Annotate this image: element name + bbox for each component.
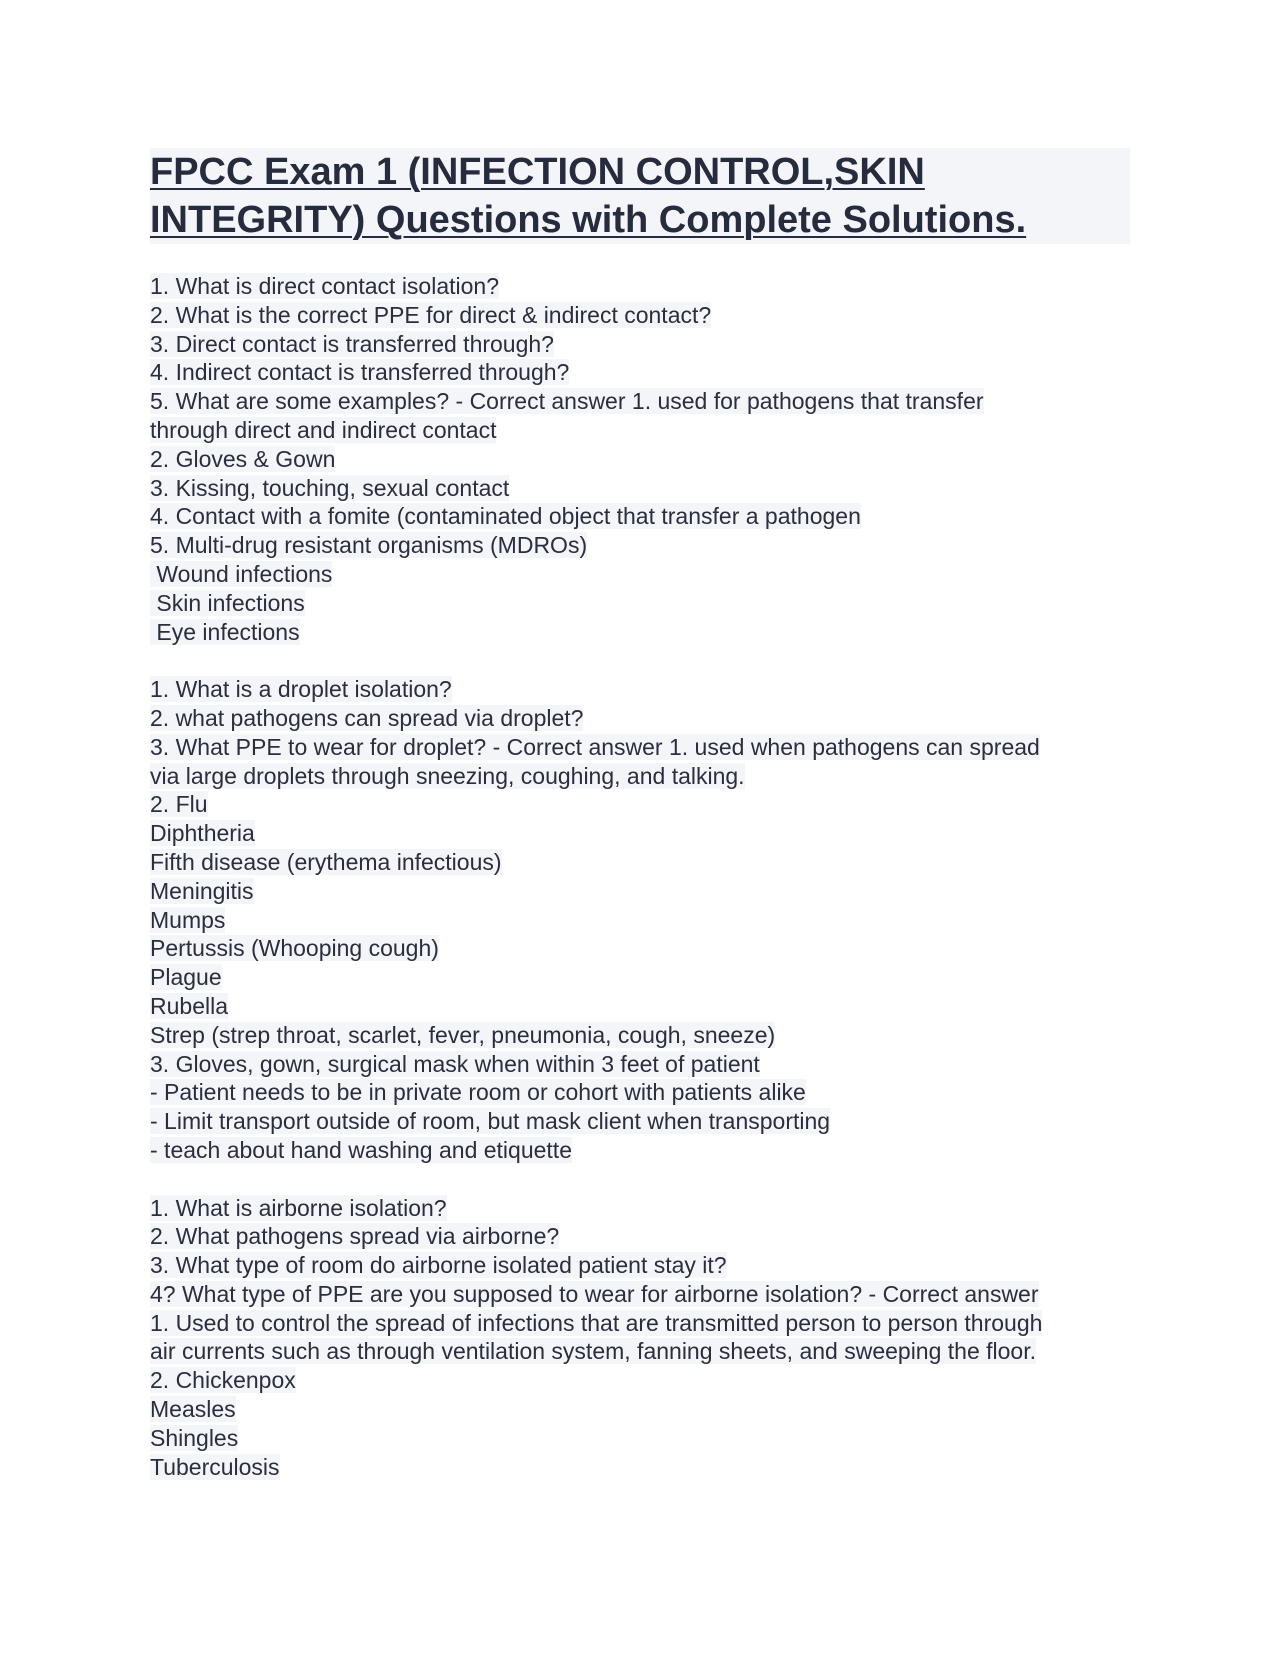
text-line: Diphtheria [150, 820, 255, 847]
text-line: 3. Direct contact is transferred through? [150, 330, 554, 357]
text-line: 1. What is a droplet isolation? [150, 676, 452, 703]
text-line: Tuberculosis [150, 1453, 280, 1480]
section-gap [150, 646, 1130, 675]
text-line: - Patient needs to be in private room or cohort with patients alike [150, 1079, 806, 1106]
text-line: 1. Used to control the spread of infections that are transmitted person to person through [150, 1309, 1043, 1336]
text-line: Mumps [150, 906, 226, 933]
text-line: - Limit transport outside of room, but mask client when transporting [150, 1108, 831, 1135]
text-line: 3. Kissing, touching, sexual contact [150, 474, 510, 501]
text-line: Meningitis [150, 877, 254, 904]
text-line: air currents such as through ventilation system, fanning sheets, and sweeping the floor. [150, 1338, 1037, 1365]
text-line: Fifth disease (erythema infectious) [150, 848, 502, 875]
text-line: Skin infections [150, 589, 305, 616]
text-line: 4. Contact with a fomite (contaminated object that transfer a pathogen [150, 503, 861, 530]
text-line: 5. What are some examples? - Correct answer 1. used for pathogens that transfer [150, 388, 984, 415]
text-line: 2. What is the correct PPE for direct & indirect contact? [150, 301, 712, 328]
text-line: Strep (strep throat, scarlet, fever, pneumonia, cough, sneeze) [150, 1021, 776, 1048]
text-line: via large droplets through sneezing, coughing, and talking. [150, 762, 745, 789]
text-line: Measles [150, 1396, 236, 1423]
section-contact-isolation [150, 272, 1130, 646]
text-line: 4. Indirect contact is transferred through? [150, 359, 570, 386]
text-line: 2. Gloves & Gown [150, 445, 336, 472]
text-line: 3. Gloves, gown, surgical mask when within 3 feet of patient [150, 1050, 760, 1077]
document-page [150, 148, 1130, 1481]
text-line: 3. What PPE to wear for droplet? - Correct answer 1. used when pathogens can spread [150, 733, 1040, 760]
text-line: Wound infections [150, 560, 333, 587]
text-line: 4? What type of PPE are you supposed to wear for airborne isolation? - Correct answer [150, 1280, 1039, 1307]
section-gap [150, 1165, 1130, 1194]
text-line: Plague [150, 964, 222, 991]
text-line: 2. Flu [150, 791, 208, 818]
text-line: 2. Chickenpox [150, 1367, 296, 1394]
text-line: 1. What is airborne isolation? [150, 1194, 447, 1221]
text-line: Eye infections [150, 618, 300, 645]
text-line: 5. Multi-drug resistant organisms (MDROs) [150, 532, 588, 559]
text-line: Pertussis (Whooping cough) [150, 935, 439, 962]
text-line: 3. What type of room do airborne isolated patient stay it? [150, 1252, 727, 1279]
section-airborne-isolation [150, 1194, 1130, 1482]
document-title [150, 148, 1130, 244]
document-body [150, 272, 1130, 1481]
section-droplet-isolation [150, 675, 1130, 1165]
title-line: INTEGRITY) Questions with Complete Solutions. [150, 199, 1027, 241]
text-line: through direct and indirect contact [150, 416, 497, 443]
title-line: FPCC Exam 1 (INFECTION CONTROL,SKIN [150, 151, 925, 193]
text-line: Shingles [150, 1424, 239, 1451]
text-line: 2. What pathogens spread via airborne? [150, 1223, 560, 1250]
text-line: 2. what pathogens can spread via droplet? [150, 704, 584, 731]
text-line: Rubella [150, 992, 228, 1019]
text-line: - teach about hand washing and etiquette [150, 1136, 572, 1163]
text-line: 1. What is direct contact isolation? [150, 273, 499, 299]
